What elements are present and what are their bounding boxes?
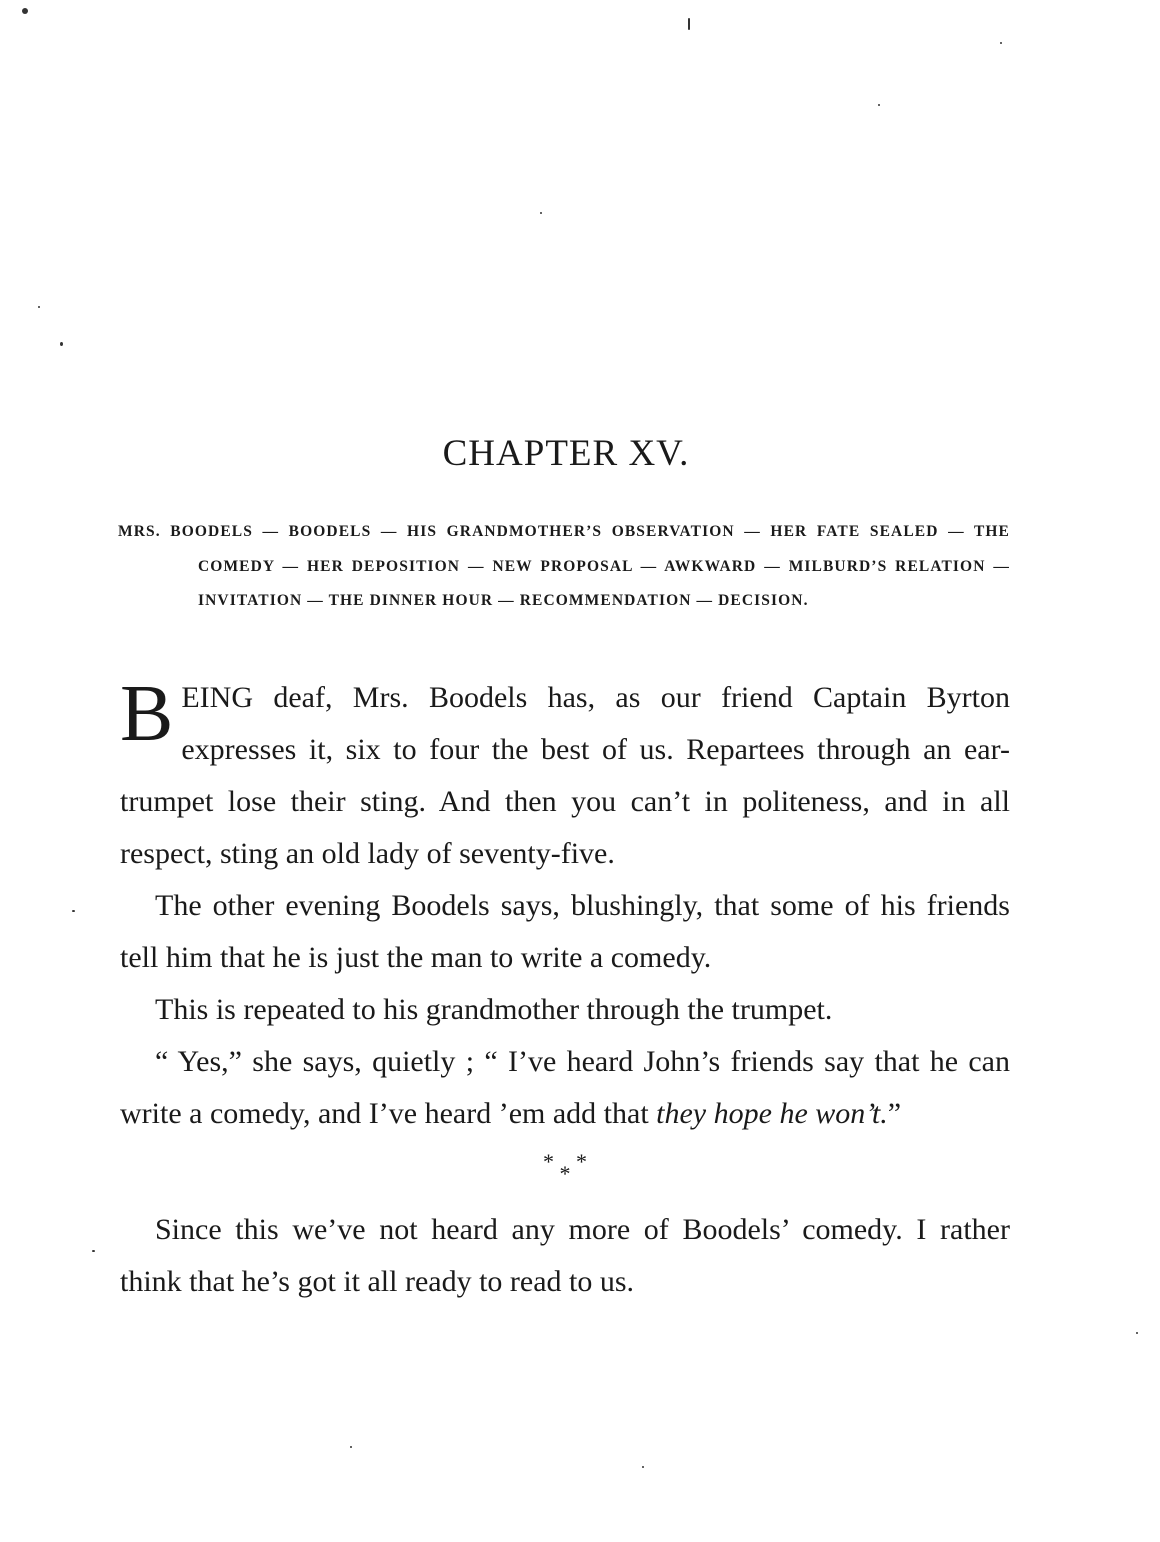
scan-speck	[60, 342, 63, 346]
scan-speck	[350, 1446, 352, 1448]
section-break-asterisks	[120, 1140, 1010, 1204]
paragraph-1	[120, 672, 1010, 880]
chapter-body	[120, 672, 1010, 1308]
scan-speck	[22, 8, 28, 14]
scan-speck	[1000, 42, 1002, 44]
paragraph-3: This is repeated to his grandmother through the trumpet.	[155, 993, 833, 1026]
scan-speck	[688, 18, 690, 30]
paragraph-text: deaf, Mrs. Boodels has, as our friend Captain Byrton expresses it, six to four the best of us. Repartees through an ear-trumpet lose their sting. And then you can’t in politeness, and in all respect, sting an old lady of seventy-five.	[120, 681, 1010, 870]
scan-speck	[642, 1466, 644, 1468]
paragraph-text: “ Yes,” she says, quietly ; “ I’ve heard John’s friends say that he can write a comedy, and I’ve heard ’em add that	[120, 1045, 1010, 1130]
chapter-title: CHAPTER XV.	[442, 433, 690, 474]
paragraph-5: Since this we’ve not heard any more of Boodels’ comedy. I rather think that he’s got it all ready to read to us.	[120, 1213, 1010, 1298]
scan-speck	[72, 910, 75, 912]
chapter-synopsis: MRS. BOODELS — BOODELS — HIS GRANDMOTHER’S OBSERVATION — HER FATE SEALED — THE COMEDY — HER DEPOSITION — NEW PROPOSAL — AWKWARD — MILBURD’S RELATION — INVITATION — THE DINNER HOUR — RECOMMENDATION — DECISION.	[118, 523, 1010, 609]
asterisk: *	[543, 1149, 554, 1174]
scan-speck	[540, 212, 542, 214]
scan-speck	[878, 104, 880, 106]
scan-speck	[1136, 1332, 1138, 1334]
lead-word: EING	[181, 681, 254, 714]
asterisk: *	[576, 1149, 587, 1174]
paragraph-2: The other evening Boodels says, blushingly, that some of his friends tell him that he is just the man to write a comedy.	[120, 889, 1010, 974]
closing-quote: ”	[887, 1097, 902, 1130]
scan-speck	[92, 1250, 95, 1252]
drop-cap: B	[120, 670, 174, 758]
asterisk: *	[559, 1161, 571, 1186]
italic-phrase: they hope he won’t.	[656, 1097, 888, 1130]
paragraph-4	[120, 1036, 1010, 1140]
scan-speck	[38, 306, 40, 308]
